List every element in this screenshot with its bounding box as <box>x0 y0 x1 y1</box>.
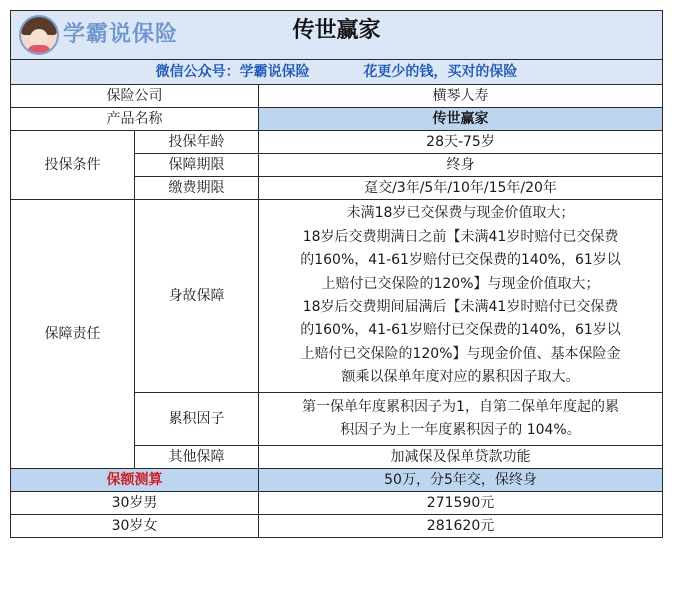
header-title-row <box>11 11 663 60</box>
death-line: 18岁后交费期满日之前【未满41岁时赔付已交保费 <box>302 228 619 245</box>
term-value: 终身 <box>259 154 663 177</box>
accum-label: 累积因子 <box>135 393 259 446</box>
age-row <box>11 131 663 154</box>
product-row <box>11 108 663 131</box>
death-line: 的160%，41-61岁赔付已交保费的140%，61岁以 <box>300 252 621 269</box>
death-line: 额乘以保单年度对应的累积因子取大。 <box>341 369 580 386</box>
product-table <box>10 10 663 538</box>
female-row <box>11 515 663 538</box>
male-label: 30岁男 <box>11 492 259 515</box>
product-value: 传世赢家 <box>259 108 663 131</box>
pay-label: 缴费期限 <box>135 177 259 200</box>
pay-value: 趸交/3年/5年/10年/15年/20年 <box>259 177 663 200</box>
accum-line: 第一保单年度累积因子为1，自第二保单年度起的累 <box>302 398 619 415</box>
female-value: 281620元 <box>259 515 663 538</box>
age-value: 28天-75岁 <box>259 131 663 154</box>
wechat-account: 微信公众号：学霸说保险 <box>155 64 310 80</box>
other-value: 加减保及保单贷款功能 <box>259 446 663 469</box>
death-line: 上赔付已交保险的120%】与现金价值、基本保险金 <box>300 345 621 362</box>
accum-line: 积因子为上一年度累积因子的 104%。 <box>340 422 581 438</box>
death-detail <box>259 200 663 393</box>
brand-name: 学霸说保险 <box>63 22 179 47</box>
death-label: 身故保障 <box>135 200 259 393</box>
male-value: 271590元 <box>259 492 663 515</box>
page-title: 传世赢家 <box>292 18 381 43</box>
insurance-sheet <box>10 10 662 538</box>
company-row <box>11 85 663 108</box>
female-label: 30岁女 <box>11 515 259 538</box>
death-row <box>11 200 663 393</box>
company-label: 保险公司 <box>11 85 259 108</box>
male-row <box>11 492 663 515</box>
company-value: 横琴人寿 <box>259 85 663 108</box>
product-label: 产品名称 <box>11 108 259 131</box>
calc-row <box>11 469 663 492</box>
death-line: 未满18岁已交保费与现金价值取大； <box>346 205 575 222</box>
header-subtitle-row <box>11 60 663 85</box>
death-line: 的160%，41-61岁赔付已交保费的140%，61岁以 <box>300 322 621 339</box>
calc-label: 保额测算 <box>11 469 259 492</box>
coverage-label: 保障责任 <box>11 200 135 469</box>
calc-value: 50万，分5年交，保终身 <box>259 469 663 492</box>
accum-detail <box>259 393 663 446</box>
death-line: 上赔付已交保险的120%】与现金价值取大； <box>321 275 600 292</box>
term-label: 保障期限 <box>135 154 259 177</box>
slogan: 花更少的钱，买对的保险 <box>363 64 518 80</box>
conditions-label: 投保条件 <box>11 131 135 200</box>
other-label: 其他保障 <box>135 446 259 469</box>
death-line: 18岁后交费期间届满后【未满41岁时赔付已交保费 <box>302 299 619 315</box>
age-label: 投保年龄 <box>135 131 259 154</box>
